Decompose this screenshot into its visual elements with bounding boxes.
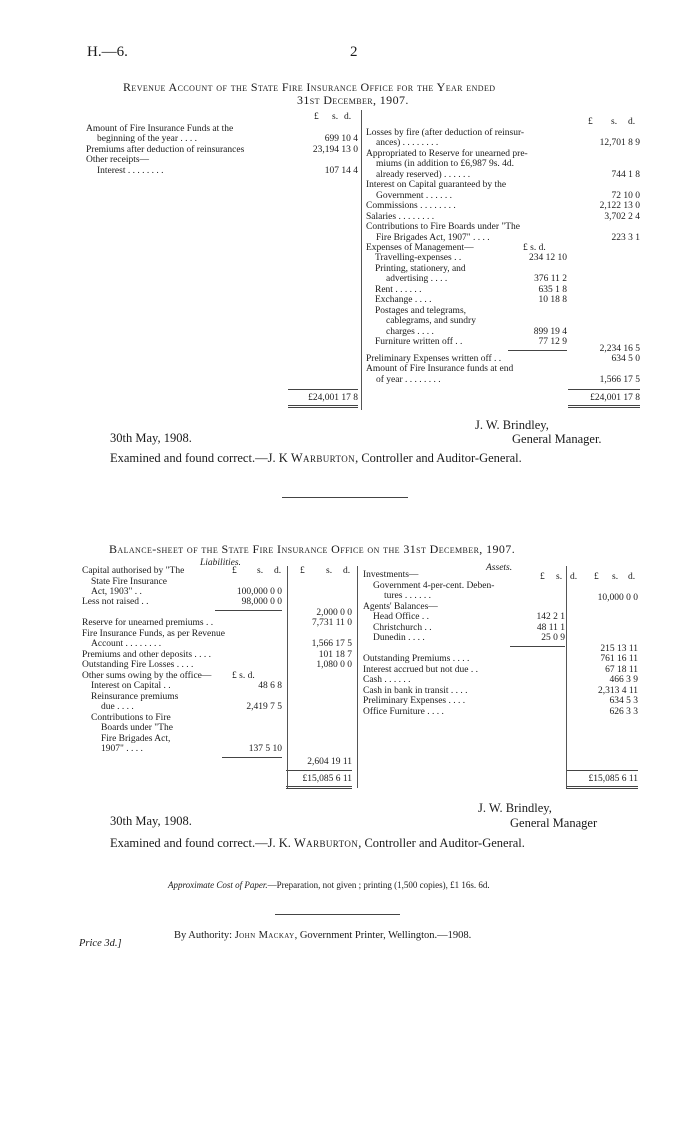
asset-item: Cash . . . . . .: [363, 675, 411, 685]
rev-right-value: 223 3 1: [611, 233, 640, 243]
assets-total: £15,085 6 11: [588, 774, 638, 784]
mgmt-item: Rent . . . . . .: [375, 285, 422, 295]
mgmt-value: 77 12 9: [538, 337, 567, 347]
rev-right-total: £24,001 17 8: [590, 393, 640, 403]
rev-right-hdr-pounds: £: [588, 117, 593, 127]
mgmt-item: Exchange . . . .: [375, 295, 432, 305]
liab-owing-item: Fire Brigades Act,: [101, 734, 171, 744]
liab-capital-rule: [215, 610, 282, 611]
rev-prelim-value: 634 5 0: [611, 354, 640, 364]
rev-examined-prefix: Examined and found correct.—J. K: [110, 451, 288, 465]
asset-item: Outstanding Premiums . . . .: [363, 654, 470, 664]
assets-hdr2-pounds: £: [594, 572, 599, 582]
rev-examined: [110, 451, 522, 466]
rev-right-value: 72 10 0: [611, 191, 640, 201]
printer-name: John Mackay: [234, 930, 295, 941]
liab-capital-value: 100,000 0 0: [236, 587, 282, 597]
authority-suffix: , Government Printer, Wellington.—1908.: [294, 930, 472, 941]
footer-rule: [275, 914, 400, 915]
asset-agent-value: 25 0 9: [541, 633, 565, 643]
rev-right-line: Salaries . . . . . . . .: [366, 212, 435, 222]
mgmt-item: cablegrams, and sundry: [386, 316, 476, 326]
liab-less-value: 98,000 0 0: [241, 597, 282, 607]
liab-losses-value: 1,080 0 0: [316, 660, 352, 670]
rev-right-total-double-rule: [568, 405, 640, 408]
asset-agents-total: 215 13 11: [600, 644, 638, 654]
asset-agent-value: 48 11 1: [536, 623, 565, 633]
rev-right-value: 12,701 8 9: [599, 138, 640, 148]
rev-date: 30th May, 1908.: [110, 431, 192, 445]
rev-left-value: 699 10 4: [324, 134, 358, 144]
rev-right-line: Fire Brigades Act, 1907" . . . .: [376, 233, 490, 243]
bal-examined-name: Warburton: [293, 836, 359, 850]
asset-investments: tures . . . . . .: [384, 591, 431, 601]
rev-left-value: 23,194 13 0: [312, 145, 358, 155]
bal-examined: [110, 836, 525, 851]
assets-hdr-shillings: s.: [556, 572, 563, 582]
balance-divider: [357, 566, 358, 788]
asset-investments: Government 4-per-cent. Deben-: [373, 581, 495, 591]
rev-right-line: Contributions to Fire Boards under "The: [366, 222, 521, 232]
rev-left-total: £24,001 17 8: [308, 393, 358, 403]
rev-left-item: Other receipts—: [86, 155, 150, 165]
authority-prefix: By Authority:: [174, 930, 233, 941]
rev-examined-name: Warburton: [290, 451, 356, 465]
revenue-title-line1: Revenue Account of the State Fire Insurance Office for the Year ended: [123, 80, 496, 94]
liab-owing-value: 2,419 7 5: [246, 702, 282, 712]
cost-of-paper: [168, 880, 490, 890]
assets-hdr2-pence: d.: [628, 572, 636, 582]
rev-right-line: Interest on Capital guaranteed by the: [366, 180, 507, 190]
rev-left-value: 107 14 4: [324, 166, 358, 176]
liabilities-label: Liabilities.: [200, 558, 241, 568]
rev-left-item: beginning of the year . . . .: [97, 134, 197, 144]
mgmt-item: Postages and telegrams,: [375, 306, 467, 316]
mgmt-value: 10 18 8: [538, 295, 567, 305]
liab-capital: Act, 1903" . .: [91, 587, 142, 597]
rev-left-item: Premiums after deduction of reinsurances: [86, 145, 245, 155]
asset-item: Preliminary Expenses . . . .: [363, 696, 466, 706]
asset-agent-item: Christchurch . .: [373, 623, 432, 633]
rev-right-line: miums (in addition to £6,987 9s. 4d.: [376, 159, 515, 169]
rev-signer-name: J. W. Brindley,: [475, 418, 549, 432]
rev-divider: [361, 110, 362, 410]
rev-right-value: 3,702 2 4: [604, 212, 640, 222]
asset-value: 67 18 11: [605, 665, 638, 675]
mgmt-item: advertising . . . .: [386, 274, 448, 284]
liab-funds: Account . . . . . . . .: [91, 639, 162, 649]
bal-signer: J. W. Brindley,: [478, 801, 552, 815]
asset-agent-item: Head Office . .: [373, 612, 430, 622]
liab-owing: Other sums owing by the office—: [82, 671, 212, 681]
liab-less-not-raised: Less not raised . .: [82, 597, 149, 607]
asset-investments-value: 10,000 0 0: [597, 593, 638, 603]
liab-reserve: Reserve for unearned premiums . .: [82, 618, 214, 628]
mgmt-item: Printing, stationery, and: [375, 264, 466, 274]
mgmt-rule: [508, 350, 567, 351]
rev-left-item: Interest . . . . . . . .: [97, 166, 164, 176]
liab-col-divider: [287, 566, 288, 788]
liab-funds-value: 1,566 17 5: [311, 639, 352, 649]
mgmt-header: £ s. d.: [523, 243, 546, 253]
asset-value: 2,313 4 11: [597, 686, 638, 696]
rev-right-value: 744 1 8: [611, 170, 640, 180]
asset-item: Interest accrued but not due . .: [363, 665, 479, 675]
bal-examined-prefix: Examined and found correct.—J. K.: [110, 836, 291, 850]
liab-owing-item: 1907" . . . .: [101, 744, 143, 754]
price: Price 3d.]: [79, 938, 122, 949]
balance-title: Balance-sheet of the State Fire Insurance Office on the 31st December, 1907.: [109, 542, 516, 556]
liab-owing-item: Contributions to Fire: [91, 713, 171, 723]
rev-signer: [475, 418, 549, 433]
asset-agent-value: 142 2 1: [536, 612, 565, 622]
cost-label: Approximate Cost of Paper.: [168, 880, 268, 890]
liab-total: £15,085 6 11: [302, 774, 352, 784]
liab-owing-value: 48 6 8: [258, 681, 282, 691]
assets-hdr-pence: d.: [570, 572, 578, 582]
bal-date: 30th May, 1908.: [110, 814, 192, 828]
liab-losses: Outstanding Fire Losses . . . .: [82, 660, 194, 670]
section-separator: [282, 497, 408, 498]
revenue-title-line2: 31st December, 1907.: [297, 93, 409, 107]
rev-right-hdr-pence: d.: [628, 117, 636, 127]
liab-owing-hdr: £ s. d.: [232, 671, 255, 681]
rev-right-total-rule: [568, 389, 640, 390]
mgmt-item: Furniture written off . .: [375, 337, 463, 347]
liab-owing-item: due . . . .: [101, 702, 134, 712]
rev-right-line: Government . . . . . .: [376, 191, 452, 201]
liab-hdr2-pounds: £: [300, 566, 305, 576]
assets-total-rule: [566, 770, 638, 771]
rev-left-hdr-pounds: £: [314, 112, 319, 122]
liab-reserve-value: 7,731 11 0: [311, 618, 352, 628]
page-number: 2: [350, 44, 358, 60]
asset-investments: Investments—: [363, 570, 419, 580]
mgmt-total: 2,234 16 5: [599, 344, 640, 354]
assets-col-divider: [566, 566, 567, 788]
asset-agents-rule: [510, 646, 565, 647]
liab-owing-item: Interest on Capital . .: [91, 681, 171, 691]
rev-left-item: Amount of Fire Insurance Funds at the: [86, 124, 234, 134]
liab-owing-total: 2,604 19 11: [307, 757, 352, 767]
bal-examined-suffix: , Controller and Auditor-General.: [358, 836, 525, 850]
mgmt-value: 376 11 2: [534, 274, 567, 284]
mgmt-value: 234 12 10: [529, 253, 567, 263]
rev-right-line: ances) . . . . . . . .: [376, 138, 439, 148]
asset-item: Cash in bank in transit . . . .: [363, 686, 468, 696]
liab-capital-total: 2,000 0 0: [316, 608, 352, 618]
rev-left-total-double-rule: [288, 405, 358, 408]
liab-hdr2-pence: d.: [343, 566, 351, 576]
asset-value: 626 3 3: [609, 707, 638, 717]
liab-owing-item: Boards under "The: [101, 723, 173, 733]
rev-left-total-rule: [288, 389, 358, 390]
rev-left-hdr-shillings: s.: [332, 112, 339, 122]
rev-amount-end-value: 1,566 17 5: [599, 375, 640, 385]
mgmt-item: charges . . . .: [386, 327, 434, 337]
rev-examined-suffix: , Controller and Auditor-General.: [355, 451, 522, 465]
liab-owing-rule: [222, 757, 282, 758]
liab-hdr-pounds: £: [232, 566, 237, 576]
rev-left-hdr-pence: d.: [344, 112, 352, 122]
liab-total-double-rule: [286, 786, 352, 789]
liab-funds: Fire Insurance Funds, as per Revenue: [82, 629, 225, 639]
liab-deposits: Premiums and other deposits . . . .: [82, 650, 212, 660]
assets-label: Assets.: [486, 563, 513, 573]
asset-agents: Agents' Balances—: [363, 602, 438, 612]
mgmt-item: Travelling-expenses . .: [375, 253, 462, 263]
assets-hdr-pounds: £: [540, 572, 545, 582]
asset-item: Office Furniture . . . .: [363, 707, 444, 717]
cost-text: —Preparation, not given ; printing (1,500 copies), £1 16s. 6d.: [267, 880, 490, 890]
rev-amount-end: Amount of Fire Insurance funds at end: [366, 364, 514, 374]
mgmt-value: 899 19 4: [533, 327, 567, 337]
liab-capital: State Fire Insurance: [91, 577, 167, 587]
assets-hdr2-shillings: s.: [612, 572, 619, 582]
asset-agent-item: Dunedin . . . .: [373, 633, 425, 643]
bal-signer-title: General Manager: [510, 816, 598, 830]
rev-right-line: Losses by fire (after deduction of reinsur-: [366, 128, 525, 138]
liab-owing-value: 137 5 10: [248, 744, 282, 754]
liab-capital: Capital authorised by "The: [82, 566, 185, 576]
assets-total-double-rule: [566, 786, 638, 789]
rev-right-line: Commissions . . . . . . . .: [366, 201, 456, 211]
rev-right-value: 2,122 13 0: [599, 201, 640, 211]
rev-amount-end: of year . . . . . . . .: [376, 375, 441, 385]
asset-value: 634 5 3: [609, 696, 638, 706]
printer-authority: [174, 930, 471, 941]
rev-prelim: Preliminary Expenses written off . .: [366, 354, 502, 364]
rev-right-line: Appropriated to Reserve for unearned pre-: [366, 149, 528, 159]
rev-right-hdr-shillings: s.: [611, 117, 618, 127]
liab-total-rule: [286, 770, 352, 771]
liab-hdr-shillings: s.: [257, 566, 264, 576]
liab-owing-item: Reinsurance premiums: [91, 692, 179, 702]
liab-hdr2-shillings: s.: [326, 566, 333, 576]
rev-right-line: Expenses of Management—: [366, 243, 474, 253]
rev-signer-title: General Manager.: [512, 432, 602, 446]
mgmt-value: 635 1 8: [538, 285, 567, 295]
liab-hdr-pence: d.: [274, 566, 282, 576]
liab-deposits-value: 101 18 7: [318, 650, 352, 660]
rev-right-line: already reserved) . . . . . .: [376, 170, 471, 180]
asset-value: 761 16 11: [600, 654, 638, 664]
asset-value: 466 3 9: [609, 675, 638, 685]
page-reference: H.—6.: [87, 44, 128, 60]
